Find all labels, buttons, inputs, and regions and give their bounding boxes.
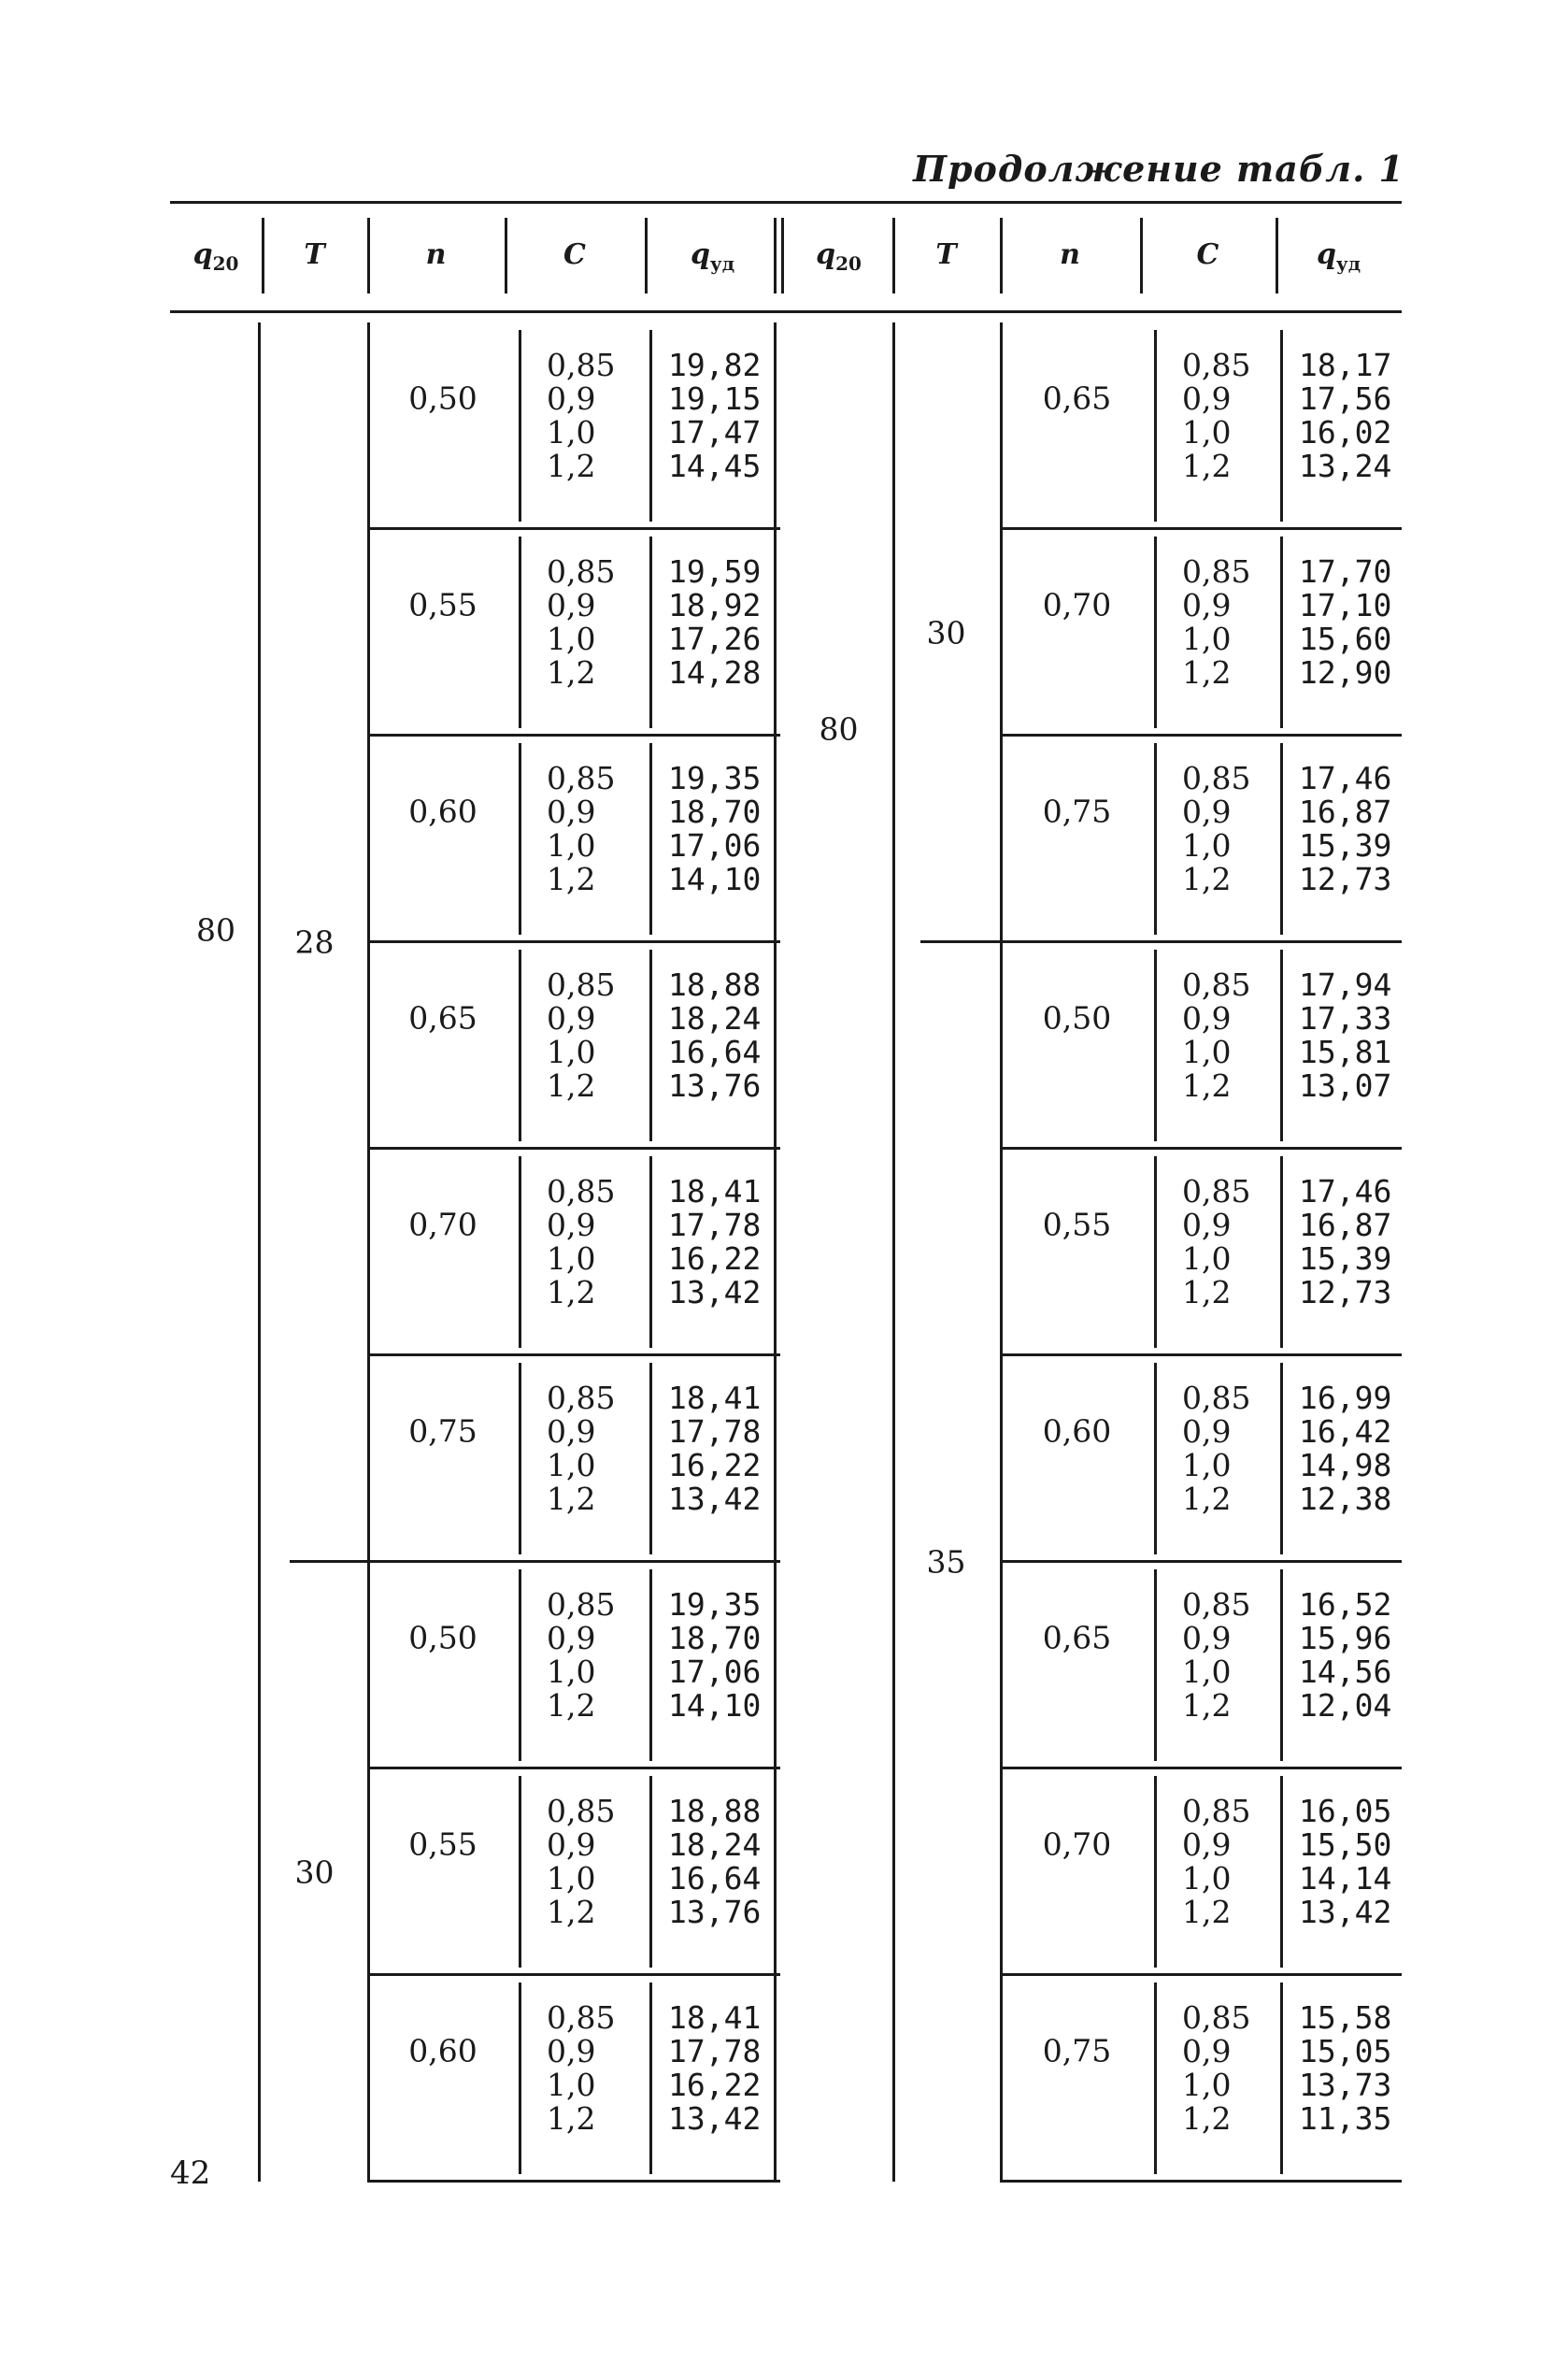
left-T-value: 28 (294, 923, 335, 961)
right-C-divider (1280, 330, 1283, 522)
q-ud-value: 18,17 (1299, 347, 1392, 383)
q-ud-value: 15,39 (1299, 1240, 1392, 1277)
left-n-value: 0,50 (408, 1619, 478, 1655)
center-header-divider (774, 218, 777, 293)
right-header-T: T (935, 238, 957, 271)
left-n-divider (519, 537, 521, 728)
c-values-cell (547, 762, 615, 896)
q-ud-value: 17,47 (668, 414, 762, 451)
c-value: 0,85 (1182, 1380, 1251, 1416)
left-row-rule (367, 1353, 780, 1356)
left-n-value: 0,50 (408, 379, 478, 416)
c-values-cell (547, 1795, 615, 1929)
q-ud-value: 17,78 (668, 1207, 762, 1243)
c-values-cell (547, 555, 615, 690)
c-value: 1,0 (547, 1034, 596, 1070)
c-values-cell (1182, 2001, 1250, 2136)
q-ud-value: 13,24 (1299, 448, 1392, 484)
right-T-value: 30 (926, 614, 966, 651)
q-ud-value: 16,22 (668, 2067, 762, 2103)
left-T-divider (367, 1562, 370, 2182)
right-C-divider (1280, 1569, 1283, 1761)
q-ud-value: 13,73 (1299, 2067, 1392, 2103)
q-ud-value: 18,70 (668, 1620, 762, 1656)
right-header-divider (1000, 218, 1003, 293)
q-ud-value: 18,24 (668, 1826, 762, 1863)
c-value: 0,85 (547, 1999, 616, 2036)
q-ud-values-cell (1299, 1588, 1391, 1723)
q-ud-values-cell (1299, 968, 1391, 1103)
q-ud-value: 13,42 (668, 2100, 762, 2137)
q-ud-value: 17,46 (1299, 1173, 1392, 1210)
left-n-divider (519, 1983, 521, 2174)
q-ud-values-cell (668, 1588, 761, 1723)
c-value: 0,85 (547, 1793, 616, 1829)
left-n-divider (519, 1363, 521, 1554)
table-top-rule (170, 201, 1402, 204)
c-value: 1,2 (1182, 1274, 1232, 1310)
c-value: 0,9 (547, 1826, 596, 1863)
right-n-divider (1154, 743, 1157, 935)
right-n-divider (1154, 330, 1157, 522)
c-value: 0,85 (547, 553, 616, 590)
left-n-value: 0,70 (408, 1206, 478, 1242)
left-group-rule (290, 1560, 780, 1563)
left-C-divider (649, 330, 652, 522)
c-value: 0,9 (1182, 1620, 1232, 1656)
table-caption: Продолжение табл. 1 (913, 148, 1404, 190)
q-ud-value: 16,87 (1299, 1207, 1392, 1243)
q-ud-values-cell (668, 1795, 761, 1929)
left-row-rule (367, 734, 780, 737)
q-ud-values-cell (1299, 1381, 1391, 1516)
c-value: 1,0 (1182, 1240, 1232, 1277)
left-n-divider (519, 330, 521, 522)
q-ud-value: 12,04 (1299, 1687, 1392, 1724)
q-ud-values-cell (1299, 1175, 1391, 1310)
left-C-divider (649, 1983, 652, 2174)
c-value: 1,2 (1182, 1687, 1232, 1724)
c-value: 1,0 (1182, 414, 1232, 451)
c-value: 1,2 (547, 448, 596, 484)
c-value: 1,2 (547, 1894, 596, 1930)
right-bottom-rule (1000, 2180, 1402, 2183)
c-values-cell (1182, 968, 1250, 1103)
c-value: 1,0 (1182, 1860, 1232, 1897)
right-C-divider (1280, 537, 1283, 728)
right-row-rule (1000, 1147, 1402, 1150)
c-values-cell (1182, 1381, 1250, 1516)
right-row-rule (1000, 527, 1402, 530)
q-ud-value: 16,99 (1299, 1380, 1392, 1416)
q-ud-value: 15,39 (1299, 827, 1392, 864)
q-ud-values-cell (668, 968, 761, 1103)
q-ud-values-cell (1299, 762, 1391, 896)
c-value: 1,0 (547, 414, 596, 451)
q-ud-value: 19,59 (668, 553, 762, 590)
right-C-divider (1280, 1156, 1283, 1348)
q-ud-value: 16,42 (1299, 1413, 1392, 1450)
right-header-divider (892, 218, 895, 293)
q-ud-value: 14,14 (1299, 1860, 1392, 1897)
q-ud-value: 13,42 (1299, 1894, 1392, 1930)
c-value: 0,85 (547, 966, 616, 1003)
q-ud-value: 16,87 (1299, 794, 1392, 830)
q-ud-value: 15,58 (1299, 1999, 1392, 2036)
left-header-T: T (304, 238, 325, 271)
q-ud-value: 14,28 (668, 654, 762, 691)
left-n-value: 0,60 (408, 793, 478, 829)
left-row-rule (367, 1767, 780, 1769)
page-number: 42 (170, 2154, 211, 2192)
right-header-qud: $q_{уд}$ (1316, 238, 1361, 275)
q-ud-value: 18,88 (668, 1793, 762, 1829)
c-value: 1,0 (547, 621, 596, 657)
c-value: 1,2 (1182, 861, 1232, 897)
right-n-value: 0,65 (1042, 1619, 1112, 1655)
c-value: 0,85 (1182, 966, 1251, 1003)
left-C-divider (649, 1156, 652, 1348)
q-ud-value: 15,81 (1299, 1034, 1392, 1070)
left-C-divider (649, 1569, 652, 1761)
c-value: 0,9 (547, 1620, 596, 1656)
q-ud-value: 18,88 (668, 966, 762, 1003)
c-value: 0,9 (1182, 1826, 1232, 1863)
left-bottom-rule (367, 2180, 780, 2183)
q-ud-value: 17,33 (1299, 1000, 1392, 1037)
right-C-divider (1280, 743, 1283, 935)
left-T-value: 30 (294, 1854, 335, 1890)
c-value: 1,2 (1182, 1894, 1232, 1930)
c-value: 1,2 (547, 1687, 596, 1724)
q-ud-value: 19,15 (668, 380, 762, 417)
c-value: 0,9 (1182, 1413, 1232, 1450)
c-value: 1,0 (547, 1447, 596, 1483)
left-header-q20: $q_{20}$ (192, 238, 239, 275)
q-ud-value: 17,10 (1299, 587, 1392, 623)
c-value: 1,2 (1182, 1067, 1232, 1104)
right-header-q20: $q_{20}$ (816, 238, 862, 275)
c-value: 0,9 (547, 1413, 596, 1450)
q-ud-values-cell (668, 555, 761, 690)
c-value: 0,85 (1182, 1793, 1251, 1829)
c-value: 0,85 (1182, 760, 1251, 796)
q-ud-value: 15,50 (1299, 1826, 1392, 1863)
left-n-divider (519, 1776, 521, 1968)
c-value: 0,9 (547, 380, 596, 417)
q-ud-value: 19,82 (668, 347, 762, 383)
q-ud-value: 19,35 (668, 760, 762, 796)
left-C-divider (649, 1363, 652, 1554)
right-n-value: 0,75 (1042, 2032, 1112, 2069)
c-value: 1,2 (1182, 1481, 1232, 1517)
q-ud-value: 13,42 (668, 1274, 762, 1310)
q-ud-value: 13,07 (1299, 1067, 1392, 1104)
q-ud-value: 15,05 (1299, 2033, 1392, 2069)
c-value: 1,0 (547, 1653, 596, 1690)
left-n-value: 0,60 (408, 2032, 478, 2069)
c-value: 1,2 (547, 654, 596, 691)
right-C-divider (1280, 1983, 1283, 2174)
q-ud-value: 17,78 (668, 1413, 762, 1450)
left-header-n: n (425, 238, 447, 271)
left-n-divider (519, 1569, 521, 1761)
q-ud-values-cell (1299, 1795, 1391, 1929)
c-values-cell (1182, 555, 1250, 690)
q-ud-values-cell (668, 349, 761, 483)
c-value: 1,0 (547, 1860, 596, 1897)
q-ud-value: 12,90 (1299, 654, 1392, 691)
right-n-value: 0,55 (1042, 1206, 1112, 1242)
right-row-rule (1000, 1560, 1402, 1563)
c-value: 0,85 (547, 760, 616, 796)
left-header-C: C (563, 238, 586, 271)
q-ud-value: 17,46 (1299, 760, 1392, 796)
left-n-value: 0,75 (408, 1412, 478, 1449)
c-value: 1,2 (1182, 654, 1232, 691)
left-n-divider (519, 743, 521, 935)
left-header-divider (505, 218, 507, 293)
right-n-divider (1154, 950, 1157, 1141)
q-ud-value: 15,96 (1299, 1620, 1392, 1656)
left-row-rule (367, 940, 780, 943)
q-ud-value: 13,76 (668, 1067, 762, 1104)
left-header-divider (262, 218, 264, 293)
c-value: 0,85 (1182, 553, 1251, 590)
right-C-divider (1280, 1363, 1283, 1554)
c-values-cell (547, 2001, 615, 2136)
c-value: 1,2 (547, 1067, 596, 1104)
right-n-divider (1154, 1569, 1157, 1761)
q-ud-value: 17,56 (1299, 380, 1392, 417)
left-C-divider (649, 950, 652, 1141)
c-value: 0,9 (547, 587, 596, 623)
right-C-divider (1280, 950, 1283, 1141)
q-ud-value: 16,22 (668, 1447, 762, 1483)
q-ud-value: 11,35 (1299, 2100, 1392, 2137)
q-ud-value: 16,64 (668, 1860, 762, 1897)
c-value: 0,9 (1182, 2033, 1232, 2069)
q-ud-value: 14,45 (668, 448, 762, 484)
q-ud-value: 17,06 (668, 1653, 762, 1690)
c-value: 0,85 (1182, 1173, 1251, 1210)
c-value: 1,0 (1182, 2067, 1232, 2103)
q-ud-values-cell (1299, 555, 1391, 690)
right-n-value: 0,50 (1042, 999, 1112, 1036)
c-values-cell (1182, 349, 1250, 483)
q-ud-value: 17,06 (668, 827, 762, 864)
c-value: 0,85 (547, 1586, 616, 1623)
q-ud-values-cell (668, 1175, 761, 1310)
c-value: 0,85 (547, 347, 616, 383)
c-value: 0,9 (1182, 380, 1232, 417)
left-row-rule (367, 1147, 780, 1150)
c-value: 1,2 (1182, 448, 1232, 484)
c-value: 0,9 (1182, 794, 1232, 830)
q-ud-value: 18,24 (668, 1000, 762, 1037)
left-C-divider (649, 1776, 652, 1968)
q-ud-value: 17,26 (668, 621, 762, 657)
left-n-divider (519, 950, 521, 1141)
q-ud-value: 14,98 (1299, 1447, 1392, 1483)
c-value: 0,85 (1182, 347, 1251, 383)
q-ud-value: 16,05 (1299, 1793, 1392, 1829)
left-n-divider (519, 1156, 521, 1348)
c-value: 1,2 (547, 1481, 596, 1517)
c-value: 1,2 (1182, 2100, 1232, 2137)
c-value: 0,85 (1182, 1999, 1251, 2036)
right-row-rule (1000, 1767, 1402, 1769)
c-value: 1,0 (1182, 1034, 1232, 1070)
left-header-qud: $q_{уд}$ (690, 238, 735, 275)
q-ud-values-cell (668, 762, 761, 896)
right-n-value: 0,60 (1042, 1412, 1112, 1449)
right-T-value: 35 (926, 1543, 966, 1581)
right-q20-divider (892, 322, 895, 2182)
q-ud-values-cell (1299, 349, 1391, 483)
q-ud-value: 14,10 (668, 1687, 762, 1724)
c-value: 1,0 (547, 2067, 596, 2103)
c-value: 0,9 (1182, 1000, 1232, 1037)
right-header-divider (1276, 218, 1278, 293)
left-n-value: 0,55 (408, 1825, 478, 1862)
c-values-cell (547, 349, 615, 483)
q-ud-value: 16,02 (1299, 414, 1392, 451)
right-n-value: 0,70 (1042, 586, 1112, 623)
c-value: 1,0 (1182, 1447, 1232, 1483)
left-row-rule (367, 1973, 780, 1976)
q-ud-value: 17,78 (668, 2033, 762, 2069)
c-value: 0,9 (547, 1000, 596, 1037)
c-value: 1,0 (547, 1240, 596, 1277)
q-ud-value: 19,35 (668, 1586, 762, 1623)
q-ud-values-cell (668, 1381, 761, 1516)
c-values-cell (1182, 1175, 1250, 1310)
left-q20-value: 80 (196, 911, 235, 949)
right-n-value: 0,75 (1042, 793, 1112, 829)
right-n-divider (1154, 1983, 1157, 2174)
q-ud-value: 18,41 (668, 1380, 762, 1416)
c-value: 0,85 (547, 1173, 616, 1210)
q-ud-value: 18,41 (668, 1999, 762, 2036)
c-value: 1,0 (1182, 621, 1232, 657)
c-value: 0,85 (1182, 1586, 1251, 1623)
c-values-cell (1182, 762, 1250, 896)
c-value: 1,0 (1182, 827, 1232, 864)
c-value: 1,2 (547, 2100, 596, 2137)
right-n-divider (1154, 1363, 1157, 1554)
right-n-value: 0,65 (1042, 379, 1112, 416)
c-value: 1,0 (1182, 1653, 1232, 1690)
header-bottom-rule (170, 310, 1402, 313)
c-values-cell (547, 1175, 615, 1310)
q-ud-value: 16,52 (1299, 1586, 1392, 1623)
c-value: 0,85 (547, 1380, 616, 1416)
left-header-divider (367, 218, 370, 293)
q-ud-values-cell (668, 2001, 761, 2136)
c-values-cell (547, 1381, 615, 1516)
q-ud-value: 13,42 (668, 1481, 762, 1517)
q-ud-value: 16,22 (668, 1240, 762, 1277)
c-value: 0,9 (1182, 1207, 1232, 1243)
left-header-divider (645, 218, 648, 293)
right-n-divider (1154, 1776, 1157, 1968)
q-ud-values-cell (1299, 2001, 1391, 2136)
right-n-divider (1154, 1156, 1157, 1348)
left-row-rule (367, 527, 780, 530)
q-ud-value: 13,76 (668, 1894, 762, 1930)
q-ud-value: 17,70 (1299, 553, 1392, 590)
left-n-value: 0,65 (408, 999, 478, 1036)
right-row-rule (1000, 1353, 1402, 1356)
c-values-cell (547, 1588, 615, 1723)
q-ud-value: 18,41 (668, 1173, 762, 1210)
c-value: 1,2 (547, 861, 596, 897)
c-value: 0,9 (547, 2033, 596, 2069)
center-header-divider (781, 218, 784, 293)
q-ud-value: 12,73 (1299, 861, 1392, 897)
c-value: 0,9 (547, 1207, 596, 1243)
q-ud-value: 14,10 (668, 861, 762, 897)
c-values-cell (547, 968, 615, 1103)
q-ud-value: 16,64 (668, 1034, 762, 1070)
q-ud-value: 14,56 (1299, 1653, 1392, 1690)
q-ud-value: 12,38 (1299, 1481, 1392, 1517)
right-row-rule (1000, 734, 1402, 737)
right-group-rule (920, 940, 1402, 943)
q-ud-value: 18,92 (668, 587, 762, 623)
right-row-rule (1000, 1973, 1402, 1976)
q-ud-value: 12,73 (1299, 1274, 1392, 1310)
c-value: 0,9 (1182, 587, 1232, 623)
right-header-divider (1140, 218, 1143, 293)
center-body-divider (774, 322, 777, 2182)
right-header-C: C (1196, 238, 1219, 271)
right-C-divider (1280, 1776, 1283, 1968)
c-values-cell (1182, 1795, 1250, 1929)
right-T-divider (1000, 322, 1003, 942)
right-header-n: n (1060, 238, 1080, 271)
right-q20-value: 80 (819, 710, 859, 748)
q-ud-value: 15,60 (1299, 621, 1392, 657)
c-values-cell (1182, 1588, 1250, 1723)
c-value: 0,9 (547, 794, 596, 830)
right-n-value: 0,70 (1042, 1825, 1112, 1862)
q-ud-value: 17,94 (1299, 966, 1392, 1003)
left-q20-divider (258, 322, 261, 2182)
right-n-divider (1154, 537, 1157, 728)
left-C-divider (649, 743, 652, 935)
left-C-divider (649, 537, 652, 728)
c-value: 1,0 (547, 827, 596, 864)
c-value: 1,2 (547, 1274, 596, 1310)
q-ud-value: 18,70 (668, 794, 762, 830)
left-n-value: 0,55 (408, 586, 478, 623)
